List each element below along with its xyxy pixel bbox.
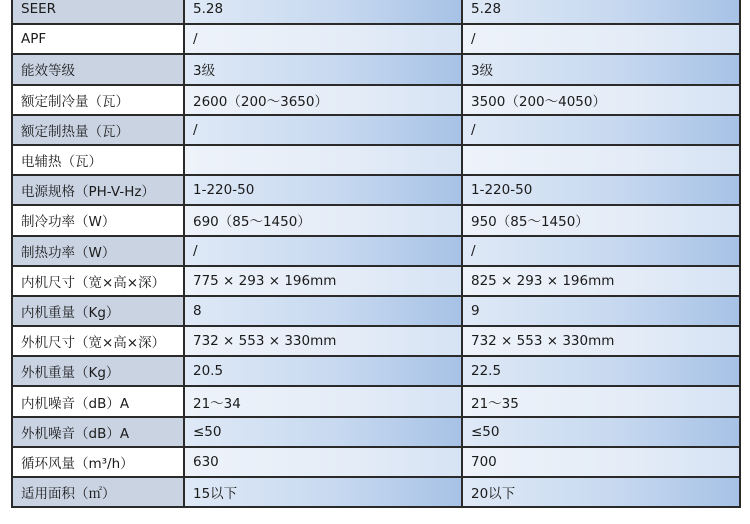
model-a-value: 5.28 xyxy=(184,0,462,24)
row-label: 额定制热量（瓦） xyxy=(12,115,184,145)
table-row xyxy=(12,85,740,115)
model-b-value: 5.28 xyxy=(462,0,740,24)
model-a-value: 732 × 553 × 330mm xyxy=(184,326,462,356)
model-a-value: 1-220-50 xyxy=(184,175,462,205)
model-b-value: / xyxy=(462,236,740,266)
row-label: SEER xyxy=(12,0,184,24)
row-label: 内机噪音（dB）A xyxy=(12,386,184,416)
table-row xyxy=(12,447,740,477)
model-a-value xyxy=(184,145,462,175)
table-row xyxy=(12,386,740,416)
model-b-value xyxy=(462,145,740,175)
row-label: 制冷功率（W） xyxy=(12,205,184,235)
row-label: 适用面积（㎡） xyxy=(12,477,184,507)
table-row xyxy=(12,356,740,386)
model-a-value: 2600（200～3650） xyxy=(184,85,462,115)
row-label: 外机尺寸（宽×高×深） xyxy=(12,326,184,356)
table-row xyxy=(12,236,740,266)
model-a-value: 8 xyxy=(184,296,462,326)
row-label: 额定制冷量（瓦） xyxy=(12,85,184,115)
table-row xyxy=(12,477,740,507)
table-row xyxy=(12,175,740,205)
model-b-value: 21～35 xyxy=(462,386,740,416)
table-row xyxy=(12,326,740,356)
table-row xyxy=(12,115,740,145)
model-a-value: 21～34 xyxy=(184,386,462,416)
row-label: 能效等级 xyxy=(12,54,184,84)
table-row xyxy=(12,296,740,326)
model-b-value: / xyxy=(462,115,740,145)
model-a-value: 15以下 xyxy=(184,477,462,507)
model-b-value: 825 × 293 × 196mm xyxy=(462,266,740,296)
row-label: 外机噪音（dB）A xyxy=(12,417,184,447)
model-b-value: 9 xyxy=(462,296,740,326)
model-a-value: 20.5 xyxy=(184,356,462,386)
row-label: 内机重量（Kg） xyxy=(12,296,184,326)
row-label: 制热功率（W） xyxy=(12,236,184,266)
spec-table xyxy=(11,0,741,508)
model-b-value: 20以下 xyxy=(462,477,740,507)
row-label: 内机尺寸（宽×高×深） xyxy=(12,266,184,296)
spec-table-body xyxy=(12,0,740,507)
model-a-value: / xyxy=(184,236,462,266)
table-row xyxy=(12,266,740,296)
table-row xyxy=(12,0,740,24)
model-b-value: ≤50 xyxy=(462,417,740,447)
model-b-value: 3级 xyxy=(462,54,740,84)
model-b-value: 22.5 xyxy=(462,356,740,386)
table-row xyxy=(12,205,740,235)
model-b-value: 950（85～1450） xyxy=(462,205,740,235)
model-a-value: / xyxy=(184,24,462,54)
model-a-value: 690（85～1450） xyxy=(184,205,462,235)
row-label: 电辅热（瓦） xyxy=(12,145,184,175)
model-a-value: 630 xyxy=(184,447,462,477)
model-b-value: 3500（200～4050） xyxy=(462,85,740,115)
row-label: 电源规格（PH-V-Hz） xyxy=(12,175,184,205)
model-b-value: / xyxy=(462,24,740,54)
model-a-value: 775 × 293 × 196mm xyxy=(184,266,462,296)
model-b-value: 700 xyxy=(462,447,740,477)
model-a-value: ≤50 xyxy=(184,417,462,447)
model-b-value: 1-220-50 xyxy=(462,175,740,205)
row-label: APF xyxy=(12,24,184,54)
table-row xyxy=(12,24,740,54)
model-a-value: 3级 xyxy=(184,54,462,84)
model-b-value: 732 × 553 × 330mm xyxy=(462,326,740,356)
table-row xyxy=(12,54,740,84)
row-label: 循环风量（m³/h） xyxy=(12,447,184,477)
table-row xyxy=(12,145,740,175)
row-label: 外机重量（Kg） xyxy=(12,356,184,386)
table-row xyxy=(12,417,740,447)
model-a-value: / xyxy=(184,115,462,145)
